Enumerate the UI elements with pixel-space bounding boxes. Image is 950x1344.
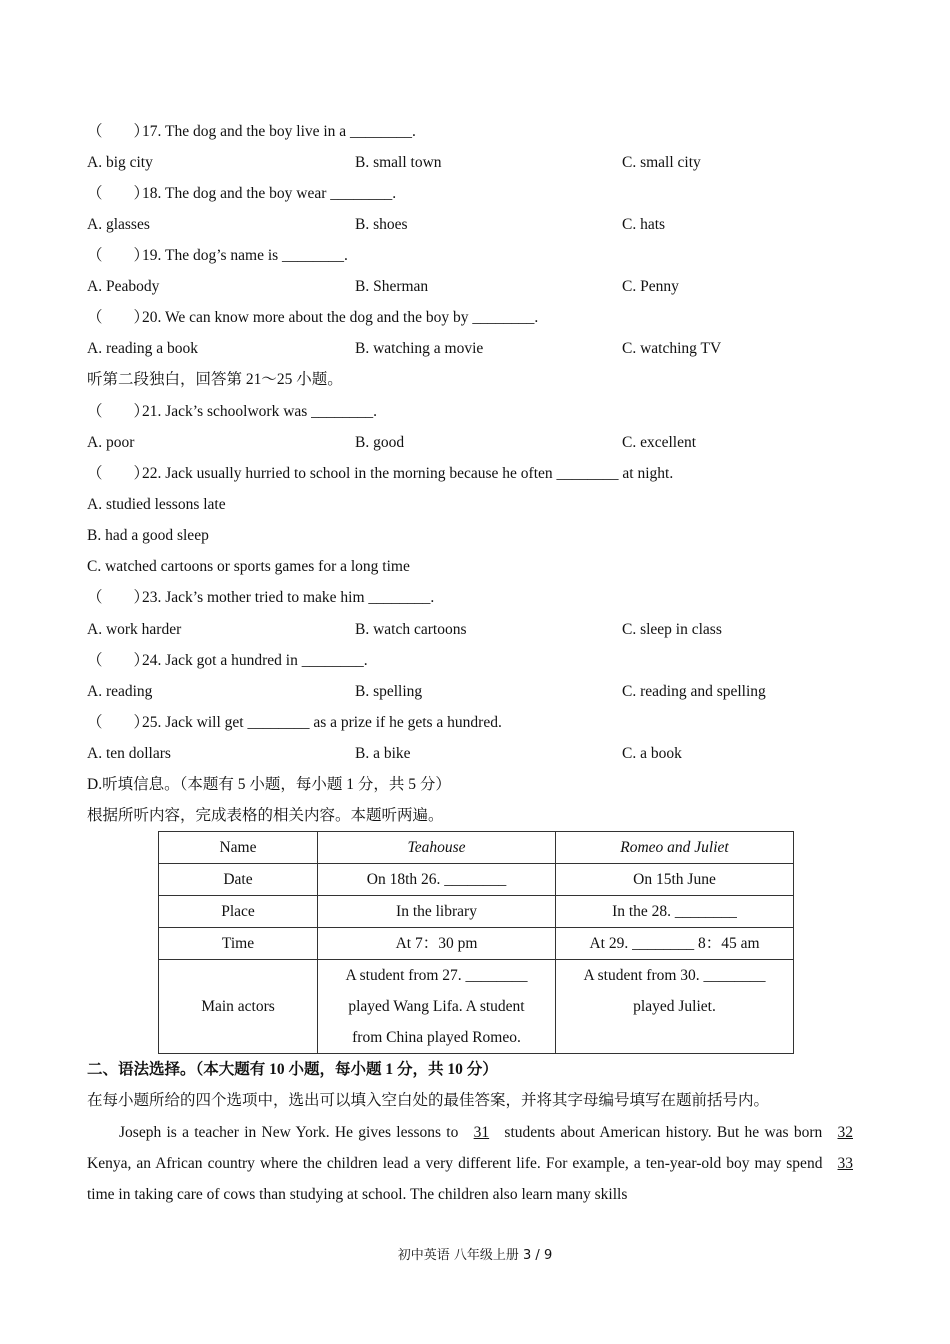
table-cell: On 15th June <box>556 864 794 896</box>
grammar-section-instruction: 在每小题所给的四个选项中，选出可以填入空白处的最佳答案，并将其字母编号填写在题前括号内。 <box>87 1092 770 1109</box>
answer-bracket: （ ） <box>87 403 150 420</box>
answer-bracket: （ ） <box>87 714 150 731</box>
passage-text: students about American history. But he was born <box>504 1124 823 1141</box>
passage-text: time in taking care of cows than studying at school. The children also learn many skills <box>87 1186 628 1203</box>
option-b: B. shoes <box>355 216 408 233</box>
options-20 <box>87 333 867 364</box>
option-a: A. big city <box>87 154 153 171</box>
answer-bracket: （ ） <box>87 247 150 264</box>
answer-bracket: （ ） <box>87 465 150 482</box>
cell-line: played Juliet. <box>633 998 716 1015</box>
page-footer: 初中英语 八年级上册 3 / 9 <box>397 1248 553 1263</box>
question-text: 17. The dog and the boy live in a ________. <box>142 123 416 140</box>
question-text: 20. We can know more about the dog and the boy by ________. <box>142 309 539 326</box>
table-row <box>159 960 794 1054</box>
table-cell: Date <box>159 864 318 896</box>
option-c: C. sleep in class <box>622 621 722 638</box>
question-21 <box>87 396 377 427</box>
table-cell: Time <box>159 928 318 960</box>
option-c: C. hats <box>622 216 666 233</box>
table-header-row <box>159 832 794 864</box>
grammar-section-title: 二、语法选择。（本大题有 10 小题，每小题 1 分，共 10 分） <box>87 1061 498 1078</box>
cell-line: from China played Romeo. <box>352 1029 521 1046</box>
options-19 <box>87 271 867 302</box>
table-cell: At 29. ________ 8：45 am <box>556 928 794 960</box>
option-c: C. excellent <box>622 434 697 451</box>
table-cell <box>318 960 556 1054</box>
option-c: C. reading and spelling <box>622 683 766 700</box>
option-c: C. watched cartoons or sports games for a long time <box>87 558 410 575</box>
option-c: C. Penny <box>622 278 679 295</box>
question-text: 23. Jack’s mother tried to make him ________. <box>142 589 435 606</box>
question-text: 21. Jack’s schoolwork was ________. <box>142 403 378 420</box>
cell-line: A student from 27. ________ <box>345 967 528 984</box>
passage-text: Joseph is a teacher in New York. He gives lessons to <box>119 1124 459 1141</box>
option-b: B. watch cartoons <box>355 621 467 638</box>
question-text: 22. Jack usually hurried to school in the morning because he often ________ at night. <box>142 465 674 482</box>
passage-paragraph <box>87 1117 863 1210</box>
question-19 <box>87 240 348 271</box>
option-a: A. Peabody <box>87 278 160 295</box>
option-a: A. work harder <box>87 621 182 638</box>
table-cell: In the library <box>318 896 556 928</box>
option-a: A. ten dollars <box>87 745 171 762</box>
option-b: B. good <box>355 434 405 451</box>
option-a: A. glasses <box>87 216 150 233</box>
table-row <box>159 928 794 960</box>
option-b: B. small town <box>355 154 442 171</box>
cell-line: A student from 30. ________ <box>583 967 766 984</box>
blank-31: 31 <box>473 1124 490 1141</box>
table-cell: Place <box>159 896 318 928</box>
options-23 <box>87 614 867 645</box>
table-cell: Name <box>159 832 318 864</box>
question-text: 24. Jack got a hundred in ________. <box>142 652 368 669</box>
option-b: B. a bike <box>355 745 411 762</box>
question-text: 19. The dog’s name is ________. <box>142 247 348 264</box>
table-cell: At 7：30 pm <box>318 928 556 960</box>
option-a: A. reading <box>87 683 153 700</box>
options-24 <box>87 676 867 707</box>
question-text: 18. The dog and the boy wear ________. <box>142 185 397 202</box>
question-25 <box>87 707 502 738</box>
cell-line: played Wang Lifa. A student <box>348 998 525 1015</box>
question-22 <box>87 458 673 489</box>
option-c: C. a book <box>622 745 682 762</box>
answer-bracket: （ ） <box>87 652 150 669</box>
options-21 <box>87 427 867 458</box>
question-24 <box>87 645 368 676</box>
option-a: A. reading a book <box>87 340 199 357</box>
section-intro: 听第二段独白，回答第 21～25 小题。 <box>87 371 343 388</box>
table-row <box>159 896 794 928</box>
options-17 <box>87 147 867 178</box>
option-a: A. poor <box>87 434 135 451</box>
question-20 <box>87 302 538 333</box>
option-b: B. spelling <box>355 683 423 700</box>
table-cell: Teahouse <box>318 832 556 864</box>
answer-bracket: （ ） <box>87 123 150 140</box>
question-17 <box>87 116 416 147</box>
section-d-instruction: 根据所听内容，完成表格的相关内容。本题听两遍。 <box>87 807 444 824</box>
option-b: B. Sherman <box>355 278 429 295</box>
answer-bracket: （ ） <box>87 589 150 606</box>
question-23 <box>87 582 434 613</box>
question-text: 25. Jack will get ________ as a prize if he gets a hundred. <box>142 714 502 731</box>
option-c: C. small city <box>622 154 701 171</box>
table-cell <box>556 960 794 1054</box>
table-row <box>159 864 794 896</box>
info-table <box>158 831 794 1054</box>
question-18 <box>87 178 396 209</box>
options-18 <box>87 209 867 240</box>
options-25 <box>87 738 867 769</box>
option-b: B. watching a movie <box>355 340 484 357</box>
option-c: C. watching TV <box>622 340 722 357</box>
answer-bracket: （ ） <box>87 309 150 326</box>
passage-text: Kenya, an African country where the children lead a very different life. For example, a ten-year-old boy may spend <box>87 1155 823 1172</box>
option-a: A. studied lessons late <box>87 496 226 513</box>
table-cell: Main actors <box>159 960 318 1054</box>
blank-33: 33 <box>837 1155 854 1172</box>
blank-32: 32 <box>837 1124 853 1141</box>
answer-bracket: （ ） <box>87 185 150 202</box>
table-cell: In the 28. ________ <box>556 896 794 928</box>
section-d-title: D.听填信息。（本题有 5 小题，每小题 1 分，共 5 分） <box>87 776 451 793</box>
table-cell: On 18th 26. ________ <box>318 864 556 896</box>
option-b: B. had a good sleep <box>87 527 209 544</box>
table-cell: Romeo and Juliet <box>556 832 794 864</box>
